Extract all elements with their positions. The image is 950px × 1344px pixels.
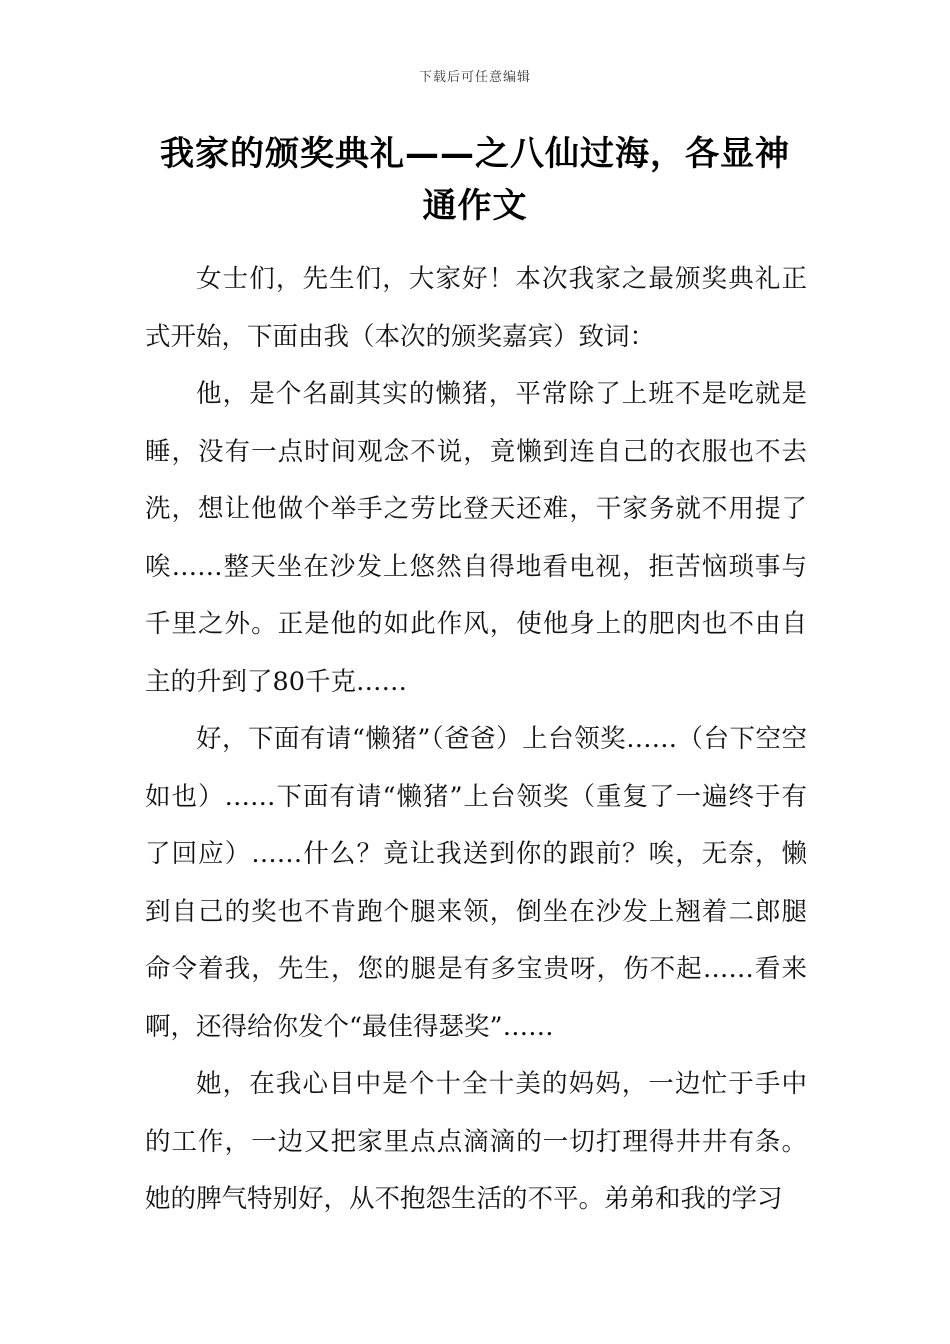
paragraph-4: 她，在我心目中是个十全十美的妈妈，一边忙于手中的工作，一边又把家里点点滴滴的一切打理得井井有条。她的脾气特别好，从不抱怨生活的不平。弟弟和我的学习 xyxy=(145,1069,807,1214)
paragraph-1: 女士们，先生们，大家好！本次我家之最颁奖典礼正式开始，下面由我（本次的颁奖嘉宾）致词： xyxy=(145,264,807,352)
article-body xyxy=(145,251,807,1229)
article-title: 我家的颁奖典礼——之八仙过海，各显神通作文 xyxy=(160,134,790,226)
paragraph-3: 好，下面有请“懒猪”（爸爸）上台领奖……（台下空空如也）……下面有请“懒猪”上台领奖（重复了一遍终于有了回应）……什么？竟让我送到你的跟前？唉，无奈，懒到自己的奖也不肯跑个腿来领，倒坐在沙发上翘着二郎腿命令着我，先生，您的腿是有多宝贵呀，伤不起……看来啊，还得给你发个“最佳得瑟奖”…… xyxy=(145,724,807,1042)
header-note: 下载后可任意编辑 xyxy=(418,70,531,85)
paragraph-2: 他，是个名副其实的懒猪，平常除了上班不是吃就是睡，没有一点时间观念不说，竟懒到连自己的衣服也不去洗，想让他做个举手之劳比登天还难，干家务就不用提了唉……整天坐在沙发上悠然自得地看电视，拒苦恼琐事与千里之外。正是他的如此作风，使他身上的肥肉也不由自主的升到了80千克…… xyxy=(145,379,807,697)
